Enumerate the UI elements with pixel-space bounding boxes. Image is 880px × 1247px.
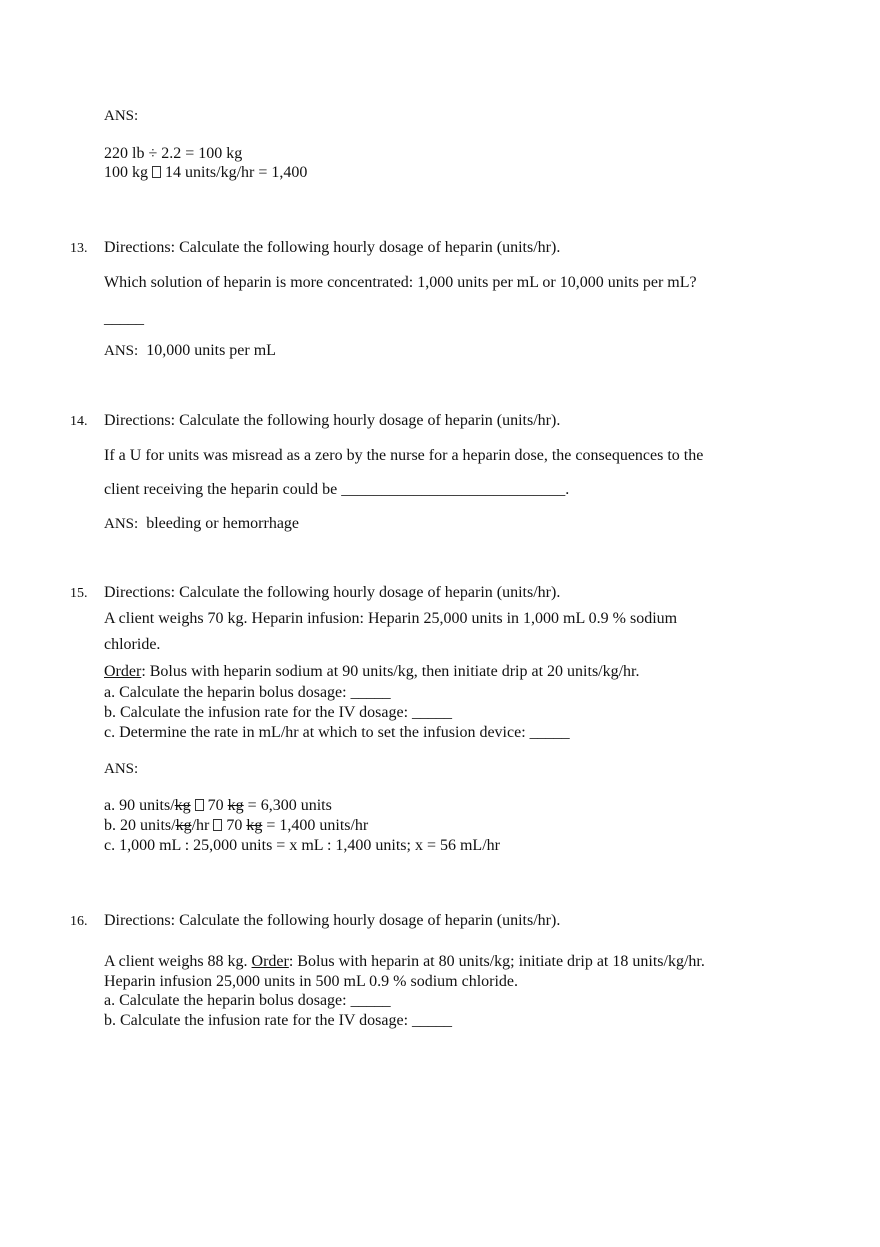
question-text: Which solution of heparin is more concentrated: 1,000 units per mL or 10,000 units per mL? (104, 274, 697, 291)
sub-question-a: a. Calculate the heparin bolus dosage: _____ (104, 992, 391, 1009)
question-text: client receiving the heparin could be ____________________________. (104, 481, 570, 498)
question-text: If a U for units was misread as a zero by the nurse for a heparin dose, the consequences to the (104, 447, 704, 464)
sub-question-a: a. Calculate the heparin bolus dosage: _____ (104, 684, 391, 701)
directions: Directions: Calculate the following hourly dosage of heparin (units/hr). (104, 912, 561, 929)
answer: ANS: 10,000 units per mL (104, 342, 276, 359)
sub-question-b: b. Calculate the infusion rate for the IV dosage: _____ (104, 704, 453, 721)
question-number: 16. (70, 914, 88, 929)
order-label: Order (251, 953, 289, 970)
answer-blank: _____ (104, 310, 144, 327)
order-line: Order: Bolus with heparin sodium at 90 units/kg, then initiate drip at 20 units/kg/hr. (104, 663, 640, 680)
calc-line-1: 220 lb ÷ 2.2 = 100 kg (104, 145, 243, 162)
multiply-symbol-box (213, 819, 222, 831)
directions: Directions: Calculate the following hourly dosage of heparin (units/hr). (104, 412, 561, 429)
multiply-symbol-box (195, 799, 204, 811)
calc-line-2: 100 kg 14 units/kg/hr = 1,400 (104, 164, 308, 181)
answer-b: b. 20 units/kg/hr 70 kg = 1,400 units/hr (104, 817, 369, 834)
ans-label: ANS: (104, 108, 139, 124)
sub-question-b: b. Calculate the infusion rate for the IV dosage: _____ (104, 1012, 453, 1029)
sub-question-c: c. Determine the rate in mL/hr at which to set the infusion device: _____ (104, 724, 570, 741)
multiply-symbol-box (152, 166, 161, 178)
directions: Directions: Calculate the following hourly dosage of heparin (units/hr). (104, 584, 561, 601)
question-number: 14. (70, 414, 88, 429)
ans-label: ANS: (104, 761, 139, 777)
answer-c: c. 1,000 mL : 25,000 units = x mL : 1,400 units; x = 56 mL/hr (104, 837, 500, 854)
question-number: 13. (70, 241, 88, 256)
question-text: chloride. (104, 636, 161, 653)
directions: Directions: Calculate the following hourly dosage of heparin (units/hr). (104, 239, 561, 256)
question-text: A client weighs 70 kg. Heparin infusion: Heparin 25,000 units in 1,000 mL 0.9 % sodium (104, 610, 678, 627)
order-label: Order (104, 663, 142, 680)
answer: ANS: bleeding or hemorrhage (104, 515, 300, 532)
question-text: A client weighs 88 kg. Order: Bolus with heparin at 80 units/kg; initiate drip at 18 units/kg/hr. (104, 953, 705, 970)
question-number: 15. (70, 586, 88, 601)
answer-a: a. 90 units/kg 70 kg = 6,300 units (104, 797, 332, 814)
question-text: Heparin infusion 25,000 units in 500 mL 0.9 % sodium chloride. (104, 973, 519, 990)
